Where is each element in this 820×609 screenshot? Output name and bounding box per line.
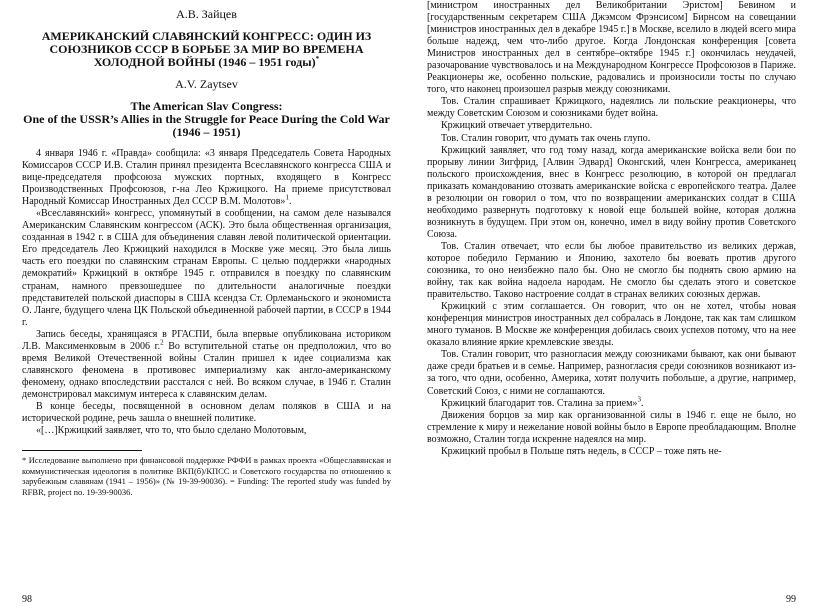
paragraph: Тов. Сталин говорит, что думать так очень глупо. — [441, 132, 651, 144]
paragraph: Тов. Сталин отвечает, что если бы любое правительство из великих держав, которое победило Германию и Японию, захотело бы воевать против другого союзника, то оно неизбежно пало бы. Оно не смогло бы поднять свою армию на войну, так как война надоела народам. Не смогло бы сделать этого и советское правительство. Таково настроение солдат в странах великих союзных держав. — [427, 240, 796, 301]
page-number-left: 98 — [22, 594, 32, 605]
article-title-ru — [22, 30, 391, 69]
paragraph: Кржицкий пробыл в Польше пять недель, в СССР – тоже пять не- — [441, 445, 722, 457]
page-number-right: 99 — [786, 594, 796, 605]
paragraph — [22, 329, 391, 401]
title-en-line-1: The American Slav Congress: — [130, 99, 283, 113]
paragraph: Тов. Сталин говорит, что разногласия между союзниками бывают, как они бывают даже среди братьев и в семье. Например, разногласия среди союзников возникают из-за того, что одни, особенно, Америка, хотят получить побольше, а другие, например, Советский Союз, с ними не соглашаются. — [427, 349, 796, 397]
article-author: А.В. Зайцев — [176, 7, 237, 21]
paragraph-text: Во вступительной статье он предположил, что во время Великой Отечественной войны Сталин пришел к идее социализма как славянского феномена в противовес империализму как англо-американскому феномену, однако впоследствии расстался с ней. Во всяком случае, в 1946 г. Сталин демонстрировал максимум интереса к славянским делам. — [22, 340, 391, 400]
paragraph: Движения борцов за мир как организованной силы в 1946 г. еще не было, но стремление к миру и нежелание новой войны было в Европе преобладающим. Вполне возможно, Сталин тогда искренне надеялся на мир. — [427, 409, 796, 445]
paragraph: 4 января 1946 г. «Правда» сообщила: «3 января Председатель Совета Народных Комиссаров СССР И.В. Сталин принял президента Всеславянского конгресса США и вице-председателя профсоюза мужских портных, входящего в Конгресс Производственных Профсоюзов, г-на Лео Кржицкого. На приеме присутствовал Народный Комиссар Иностранных Дел СССР В.М. Молотов»$^1$. — [22, 148, 391, 208]
footnote-ref: 1 — [285, 193, 289, 202]
title-ru-text: АМЕРИКАНСКИЙ СЛАВЯНСКИЙ КОНГРЕСС: ОДИН ИЗ СОЮЗНИКОВ СССР В БОРЬБЕ ЗА МИР ВО ВРЕМЕНА ХОЛОДНОЙ ВОЙНЫ (1946 – 1951 годы) — [41, 29, 372, 69]
paragraph: Кржицкий благодарит тов. Сталина за прием»$^3$. — [441, 395, 644, 409]
paragraph: «Всеславянский» конгресс, упомянутый в сообщении, на самом деле назывался Американским Славянским конгрессом (АСК). Это была общественная организация, созданная в 1942 г. в США для объединения славян левой политической ориентации. Его председатель Лео Кржицкий находился в Москве уже месяц. Это была лишь часть его поездки по славянским странам Европы. С целью поддержки «народных демократий» Кржицкий в октябре 1945 г. отправился в поездку по славянским странам, намного превзошедшее по длительности аналогичные поездки представителей польской диаспоры в США ксендза Ст. Орлеманьского и экономиста О. Ланге, будущего члена ЦК Польской объединенной рабочей партии, в СССР в 1944 г. — [22, 208, 391, 328]
paragraph-text: Кржицкий благодарит тов. Сталина за прием» — [441, 397, 638, 409]
article-title-en — [22, 100, 391, 139]
left-page — [22, 0, 391, 609]
article-author-en: A.V. Zaytsev — [175, 77, 238, 91]
paragraph: Кржицкий с этим соглашается. Он говорит, что он не хотел, чтобы новая конференция министров иностранных дел собралась в Лондоне, так как там слишком много туманов. В Москве же конференция добилась своих успехов потому, что на нее оказало влияние яркие кремлевские звезды. — [427, 301, 796, 349]
footnote: * Исследование выполнено при финансовой поддержке РФФИ в рамках проекта «Общеславянская и коммунистическая идеология в политике ВКП(б)/КПСС и Советского государства по отношению к зарубежным славянам (1941 – 1956)» (№ 19-39-90036). = Funding: The reported study was funded by RFBR, project no. 19-39-90036. — [22, 455, 391, 497]
footnote-ref: 3 — [637, 395, 641, 404]
paragraph: Кржицкий отвечает утвердительно. — [441, 120, 593, 132]
paragraph: [министром иностранных дел Великобритании Эристом] Бевином и [государственным секретарем США Джэмсом Фрэнсисом] Бирнсом на совещании [министров иностранных дел в декабре 1945 г.] в Москве, вселило в людей всего мира больше надежд, чем что-либо другое. Когда Лондонская конференция [совета Министров иностранных дел в сентябре–октябре 1945 г.] окончилась неудачей, разочарование чувствовалось и на Международном Конгрессе Профсоюзов в Париже. Реакционеры же, особенно польские, радовались и произносили тосты по случаю того, что наконец произошел разрыв между союзниками. — [427, 0, 796, 96]
paragraph-text: Запись беседы, хранящаяся в РГАСПИ, была впервые опубликована историком Л.В. Максименковым в 2006 г. — [22, 328, 391, 352]
paragraph: «[…]Кржицкий заявляет, что то, что было сделано Молотовым, — [36, 425, 307, 437]
paragraph-text: 4 января 1946 г. «Правда» сообщила: «3 января Председатель Совета Народных Комиссаров СССР И.В. Сталин принял президента Всеславянского конгресса США и вице-председателя профсоюза мужских портных, входящего в Конгресс Производственных Профсоюзов, г-на Лео Кржицкого. На приеме присутствовал Народный Комиссар Иностранных Дел СССР В.М. Молотов» — [22, 148, 391, 208]
title-en-line-2: One of the USSR’s Allies in the Struggle for Peace During the Cold War (1946 – 1951) — [23, 112, 390, 139]
right-page — [427, 0, 796, 609]
footnote-divider — [22, 450, 142, 451]
title-footnote-mark: * — [315, 55, 320, 63]
paragraph: Тов. Сталин спрашивает Кржицкого, надеялись ли польские реакционеры, что между Советским Союзом и союзниками будет война. — [427, 96, 796, 120]
paragraph: В конце беседы, посвященной в основном делам поляков в США и на исторической родине, речь зашла о внешней политике. — [22, 400, 391, 425]
paragraph: Кржицкий заявляет, что год тому назад, когда американские войска вели бои по прорыву линии Зигфрид, [Алвин Эдвард] Оконгский, член Конгресса, американец польского происхождения, внес в Конгресс резолюцию, в которой он предлагал приказать командованию отозвать американские войска с европейского театра. Далее в резолюции он говорил о том, что по возвращении американских солдат в США необходимо развернуть подготовку к новой еще большей войне, которая должна возникнуть в будущем. При этом он, конечно, имел в виду войну против Советского Союза. — [427, 144, 796, 240]
footnote-ref: 2 — [160, 338, 164, 347]
